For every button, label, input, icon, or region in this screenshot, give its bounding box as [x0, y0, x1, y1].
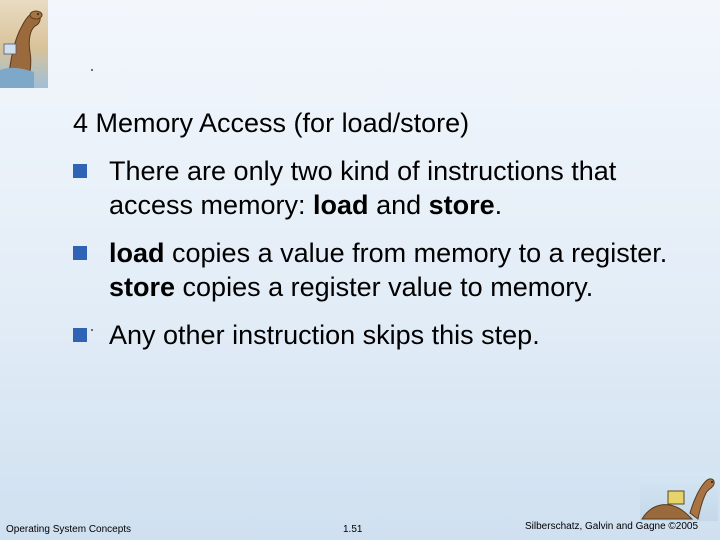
bullet-square-icon — [73, 246, 87, 260]
keyword-text: load — [313, 190, 369, 220]
keyword-text: store — [428, 190, 495, 220]
keyword-text: load — [109, 238, 165, 268]
dinosaur-logo-bottom-right — [640, 473, 718, 521]
bullet-text: . — [494, 190, 503, 220]
footer-page-number: 1.51 — [343, 524, 363, 535]
bullet-text: Any other instruction skips this step. — [109, 320, 540, 350]
speck — [91, 329, 93, 331]
bullet-item — [73, 318, 673, 352]
dinosaur-logo-top-left — [0, 0, 48, 88]
bullet-item — [73, 154, 673, 222]
keyword-text: store — [109, 272, 176, 302]
bullet-text: and — [368, 190, 429, 220]
bullet-item — [73, 236, 673, 304]
footer-book-title: Operating System Concepts — [6, 524, 132, 535]
bullet-list — [73, 154, 673, 366]
bullet-text: copies a register value to memory. — [175, 272, 594, 302]
bullet-text: There are only two kind of instructions that access memory: — [109, 156, 617, 220]
slide-heading: 4 Memory Access (for load/store) — [73, 108, 470, 138]
bullet-square-icon — [73, 164, 87, 178]
bullet-text: copies a value from memory to a register. — [164, 238, 668, 268]
speck — [91, 69, 93, 71]
bullet-square-icon — [73, 328, 87, 342]
footer-copyright: Silberschatz, Galvin and Gagne ©2005 — [525, 521, 699, 532]
